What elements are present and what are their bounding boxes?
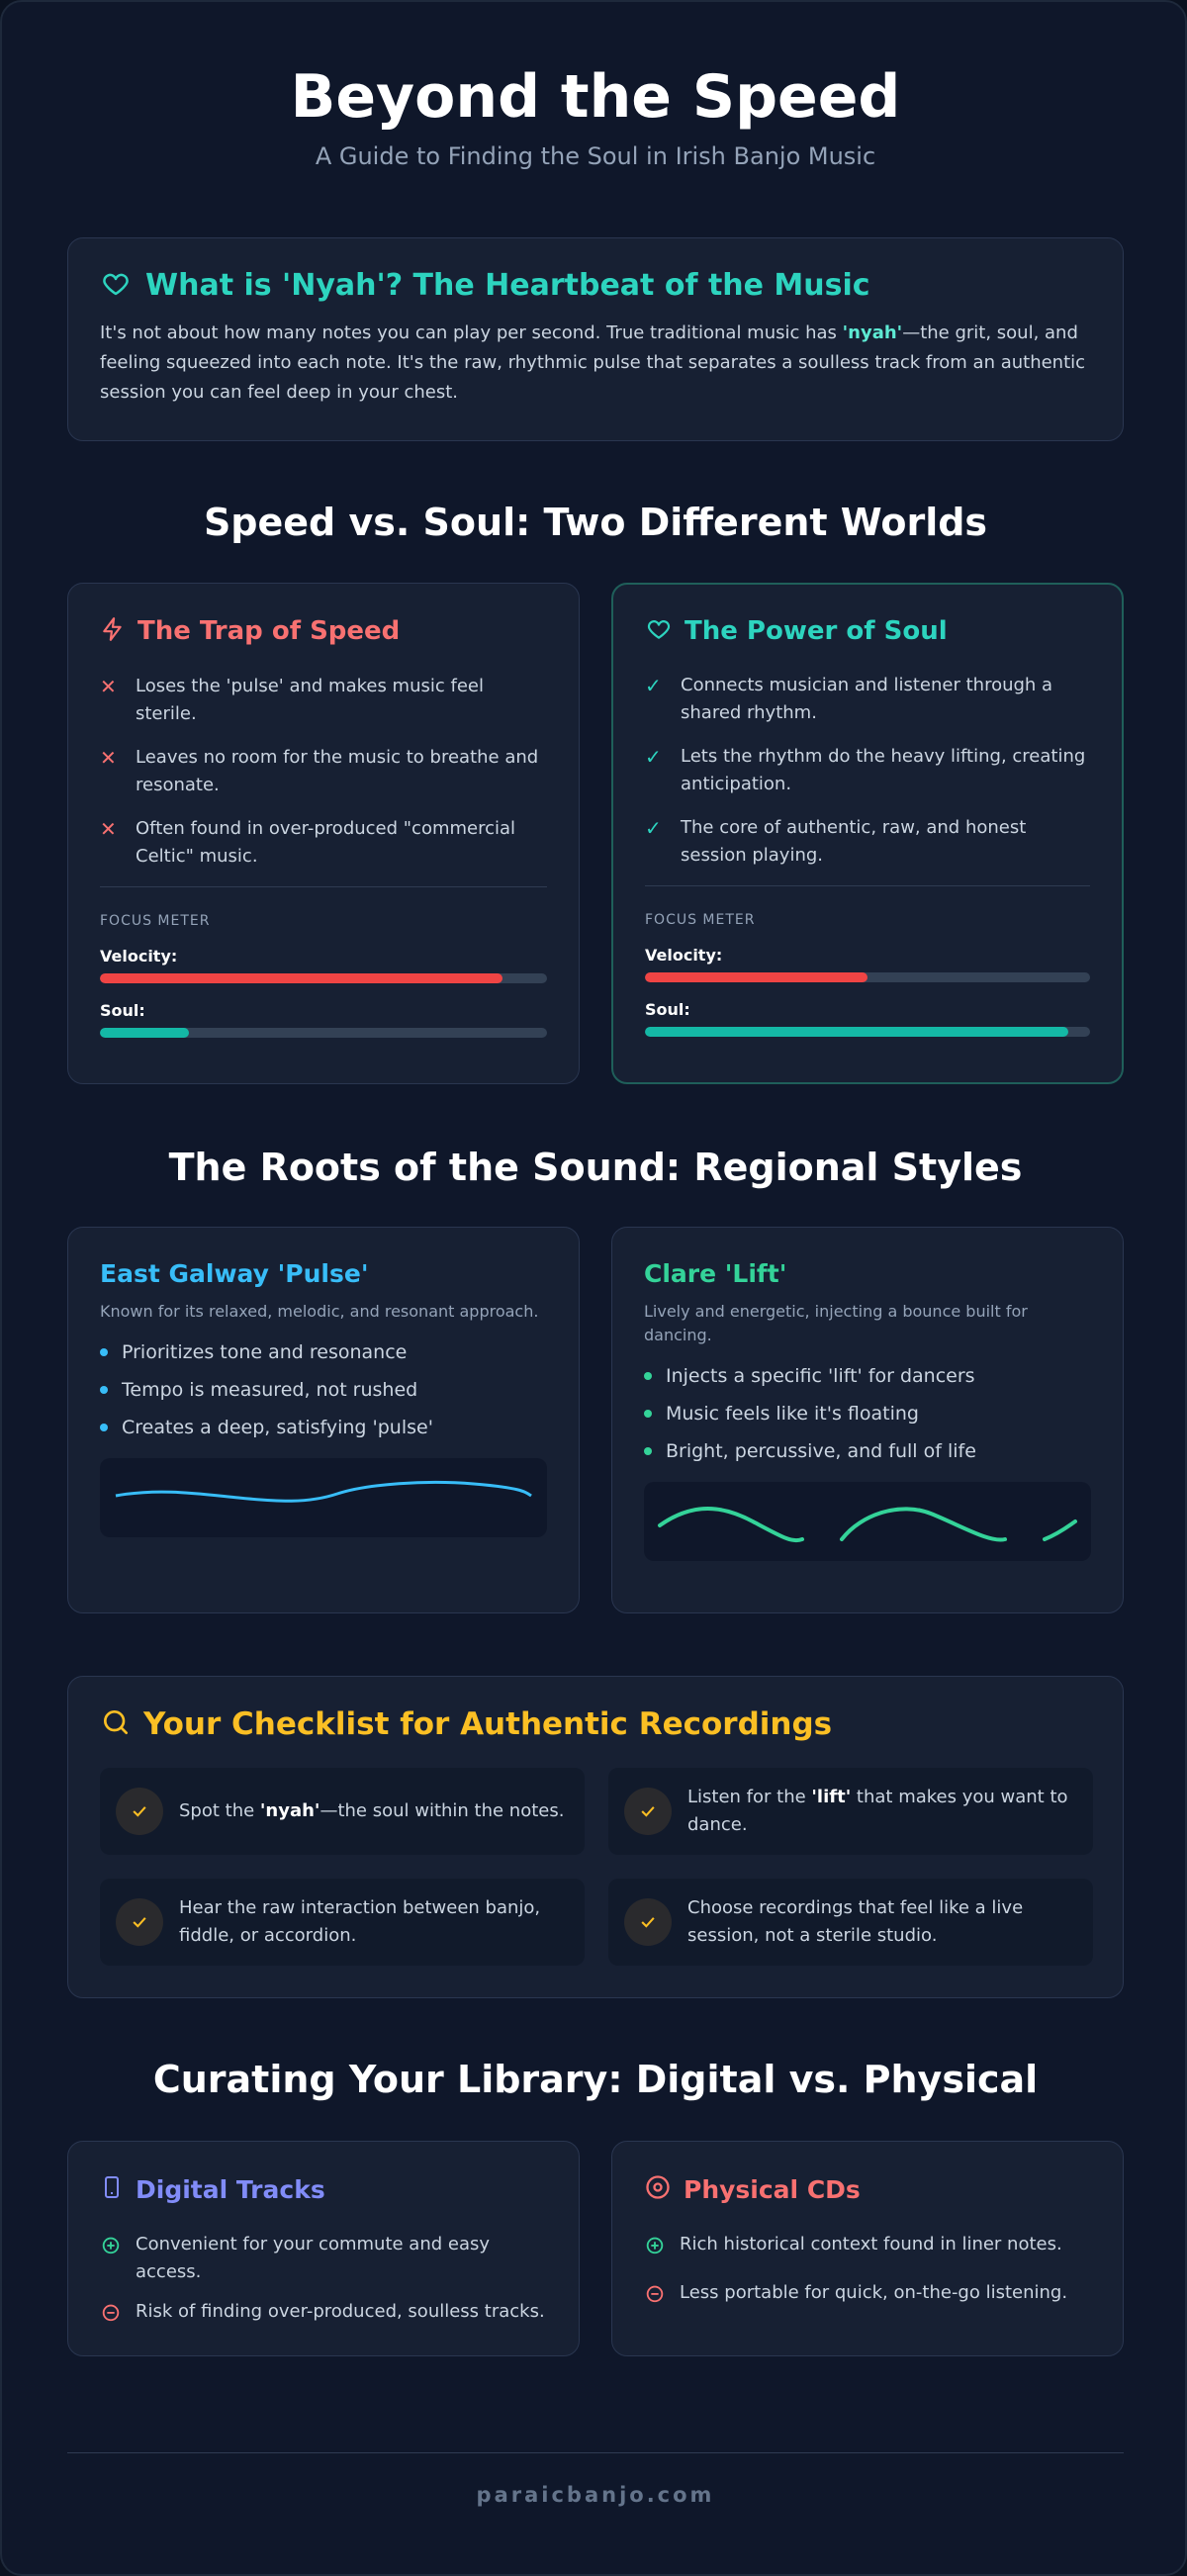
check-icon: [116, 1788, 163, 1835]
physical-title: Physical CDs: [684, 2174, 861, 2204]
list-item: [100, 673, 547, 728]
lift-wave-graphic: [644, 1482, 1091, 1561]
soul-card: [611, 583, 1124, 1084]
soul-meter: [100, 1028, 547, 1038]
velocity-label: Velocity:: [645, 946, 723, 965]
list-item-text: Injects a specific 'lift' for dancers: [666, 1365, 975, 1387]
list-item: [100, 1417, 547, 1438]
text-bold: 'nyah': [259, 1800, 320, 1821]
plus-circle-icon: [100, 2231, 122, 2286]
check-icon: ✓: [645, 674, 662, 697]
footer-site[interactable]: paraicbanjo.com: [476, 2483, 715, 2507]
bullet-dot: [100, 1348, 108, 1356]
intro-text-part: It's not about how many notes you can play per second. True traditional music has: [100, 322, 843, 343]
con-text: Less portable for quick, on-the-go listening.: [680, 2282, 1068, 2303]
check-icon: [624, 1788, 672, 1835]
speed-card: [67, 583, 580, 1084]
velocity-fill: [645, 972, 867, 982]
clare-title: Clare 'Lift': [644, 1259, 787, 1288]
clare-desc: Lively and energetic, injecting a bounce built for dancing.: [644, 1302, 1028, 1344]
digital-card: [67, 2141, 580, 2356]
checklist-item-text: [687, 1784, 1077, 1839]
page-title: Beyond the Speed: [290, 62, 901, 132]
list-item: [644, 1440, 1091, 1462]
con-item: [100, 2298, 547, 2335]
velocity-meter: [100, 973, 547, 983]
check-icon: ✓: [645, 816, 662, 840]
list-item-text: Bright, percussive, and full of life: [666, 1440, 976, 1462]
pulse-wave-graphic: [100, 1458, 547, 1537]
check-icon: [116, 1898, 163, 1946]
list-item-text: The core of authentic, raw, and honest session playing.: [681, 817, 1027, 866]
checklist-item-text: Choose recordings that feel like a live session, not a sterile studio.: [687, 1897, 1024, 1946]
focus-meter-label: FOCUS METER: [645, 912, 756, 928]
soul-fill: [645, 1027, 1068, 1037]
digital-title: Digital Tracks: [136, 2174, 325, 2204]
velocity-meter: [645, 972, 1090, 982]
regional-heading: The Roots of the Sound: Regional Styles: [168, 1146, 1023, 1189]
checklist-item-text: Hear the raw interaction between banjo, fiddle, or accordion.: [179, 1897, 541, 1946]
list-item: [644, 1403, 1091, 1425]
intro-title: What is 'Nyah'? The Heartbeat of the Music: [145, 268, 870, 303]
nyah-highlight: 'nyah': [842, 322, 903, 343]
check-icon: ✓: [645, 745, 662, 769]
bullet-dot: [100, 1424, 108, 1431]
list-item: [100, 744, 547, 799]
text-bold: 'lift': [811, 1787, 852, 1807]
phone-icon: [100, 2173, 124, 2205]
list-item: [645, 814, 1090, 870]
list-item-text: Often found in over-produced "commercial Celtic" music.: [136, 818, 516, 867]
list-item-text: Connects musician and listener through a shared rhythm.: [681, 675, 1053, 723]
soul-meter: [645, 1027, 1090, 1037]
intro-text: [100, 319, 1091, 408]
list-item-text: Leaves no room for the music to breathe and resonate.: [136, 747, 539, 795]
page-subtitle: A Guide to Finding the Soul in Irish Banjo Music: [315, 142, 876, 170]
minus-circle-icon: [100, 2298, 122, 2335]
list-item: [644, 1365, 1091, 1387]
list-item-text: Music feels like it's floating: [666, 1403, 919, 1425]
checklist-item-text: [179, 1797, 564, 1825]
bullet-dot: [100, 1386, 108, 1394]
physical-card: [611, 2141, 1124, 2356]
text-part: that makes you want to dance.: [687, 1787, 1068, 1835]
galway-desc: Known for its relaxed, melodic, and resonant approach.: [100, 1302, 539, 1321]
list-item: [645, 743, 1090, 798]
bullet-dot: [644, 1410, 652, 1418]
heart-icon: [100, 269, 132, 303]
bullet-dot: [644, 1447, 652, 1455]
list-item: [100, 1379, 547, 1401]
soul-fill: [100, 1028, 189, 1038]
divider: [645, 885, 1090, 886]
pro-text: Convenient for your commute and easy access.: [136, 2234, 491, 2282]
galway-card: [67, 1227, 580, 1613]
list-item-text: Loses the 'pulse' and makes music feel sterile.: [136, 676, 484, 724]
focus-meter-label: FOCUS METER: [100, 913, 211, 929]
footer-divider: [67, 2452, 1124, 2453]
text-part: —the soul within the notes.: [320, 1800, 565, 1821]
header: [67, 59, 1124, 170]
search-icon: [100, 1706, 132, 1742]
checklist-item: [608, 1879, 1093, 1966]
text-part: Spot the: [179, 1800, 260, 1821]
nyah-intro-card: [67, 237, 1124, 441]
pro-text: Rich historical context found in liner notes.: [680, 2234, 1062, 2254]
soul-label: Soul:: [645, 1000, 690, 1019]
list-item: [645, 672, 1090, 727]
intro-text-part: —the grit, soul, and feeling squeezed into each note. It's the raw, rhythmic pulse that separates a soulless track from an authentic session you can feel deep in your chest.: [100, 322, 1086, 403]
lightning-icon: [100, 615, 126, 647]
list-item-text: Lets the rhythm do the heavy lifting, creating anticipation.: [681, 746, 1086, 794]
speed-card-title: The Trap of Speed: [137, 616, 401, 646]
soul-card-title: The Power of Soul: [685, 616, 948, 646]
pro-item: [644, 2231, 1091, 2267]
list-item-text: Creates a deep, satisfying 'pulse': [122, 1417, 433, 1438]
list-item-text: Prioritizes tone and resonance: [122, 1341, 408, 1363]
con-text: Risk of finding over-produced, soulless tracks.: [136, 2301, 545, 2322]
divider: [100, 886, 547, 887]
velocity-label: Velocity:: [100, 947, 178, 966]
clare-card: [611, 1227, 1124, 1613]
x-icon: ✕: [100, 675, 117, 698]
pro-item: [100, 2231, 547, 2286]
list-item-text: Tempo is measured, not rushed: [122, 1379, 418, 1401]
text-part: Listen for the: [687, 1787, 812, 1807]
con-item: [644, 2279, 1091, 2316]
velocity-fill: [100, 973, 502, 983]
minus-circle-icon: [644, 2279, 666, 2316]
disc-icon: [644, 2173, 672, 2205]
list-item: [100, 815, 547, 871]
checklist-title: Your Checklist for Authentic Recordings: [143, 1706, 833, 1742]
plus-circle-icon: [644, 2231, 666, 2267]
library-heading: Curating Your Library: Digital vs. Physical: [152, 2058, 1039, 2101]
checklist-card: [67, 1676, 1124, 1998]
heart-icon: [645, 616, 673, 646]
list-item: [100, 1341, 547, 1363]
checklist-item: [100, 1768, 585, 1855]
x-icon: ✕: [100, 746, 117, 770]
comparison-heading: Speed vs. Soul: Two Different Worlds: [203, 501, 988, 544]
checklist-item: [100, 1879, 585, 1966]
bullet-dot: [644, 1372, 652, 1380]
galway-title: East Galway 'Pulse': [100, 1259, 369, 1288]
check-icon: [624, 1898, 672, 1946]
checklist-item: [608, 1768, 1093, 1855]
x-icon: ✕: [100, 817, 117, 841]
soul-label: Soul:: [100, 1001, 145, 1020]
